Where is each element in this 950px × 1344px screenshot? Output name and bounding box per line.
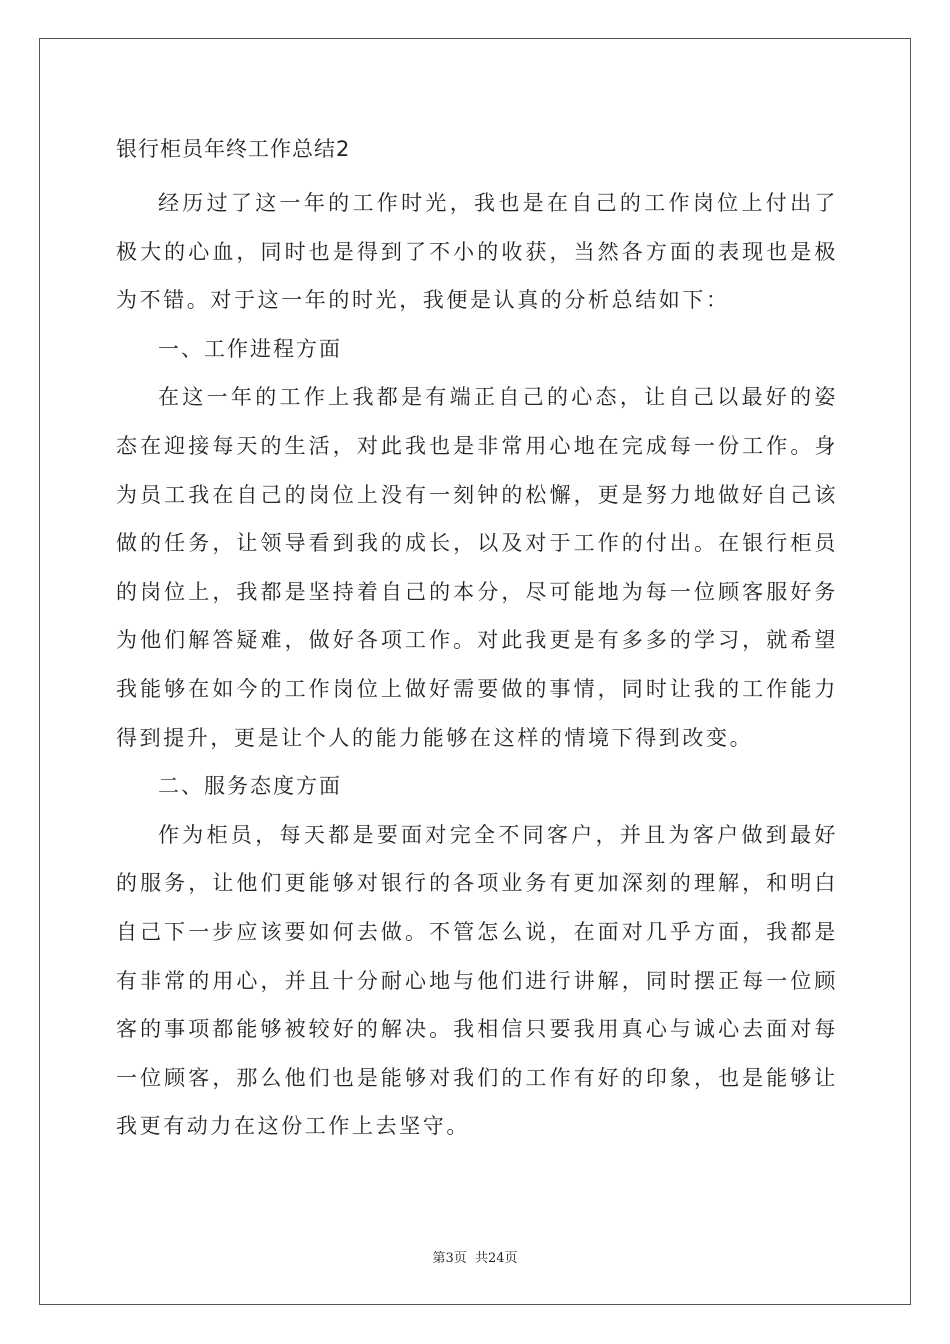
section-heading-progress: 一、工作进程方面	[158, 336, 342, 361]
paragraph-progress: 在这一年的工作上我都是有端正自己的心态，让自己以最好的姿态在迎接每天的生活，对此我也是非常用心地在完成每一份工作。身为员工我在自己的岗位上没有一刻钟的松懈，更是努力地做好自己该做的任务，让领导看到我的成长，以及对于工作的付出。在银行柜员的岗位上，我都是坚持着自己的本分，尽可能地为每一位顾客服好务为他们解答疑难，做好各项工作。对此我更是有多多的学习，就希望我能够在如今的工作岗位上做好需要做的事情，同时让我的工作能力得到提升，更是让个人的能力能够在这样的情境下得到改变。	[116, 385, 838, 750]
total-pages: 共24页	[474, 1251, 518, 1266]
page-footer	[0, 1247, 950, 1266]
page-number: 第3页	[432, 1251, 467, 1266]
paragraph-service: 作为柜员，每天都是要面对完全不同客户，并且为客户做到最好的服务，让他们更能够对银行的各项业务有更加深刻的理解，和明白自己下一步应该要如何去做。不管怎么说，在面对几乎方面，我都是有非常的用心，并且十分耐心地与他们进行讲解，同时摆正每一位顾客的事项都能够被较好的解决。我相信只要我用真心与诚心去面对每一位顾客，那么他们也是能够对我们的工作有好的印象，也是能够让我更有动力在这份工作上去坚守。	[116, 822, 838, 1139]
document-title: 银行柜员年终工作总结2	[116, 137, 351, 161]
document-body	[116, 130, 838, 1151]
section-heading-service: 二、服务态度方面	[158, 774, 342, 799]
paragraph-intro: 经历过了这一年的工作时光，我也是在自己的工作岗位上付出了极大的心血，同时也是得到了不小的收获，当然各方面的表现也是极为不错。对于这一年的时光，我便是认真的分析总结如下：	[116, 191, 838, 313]
